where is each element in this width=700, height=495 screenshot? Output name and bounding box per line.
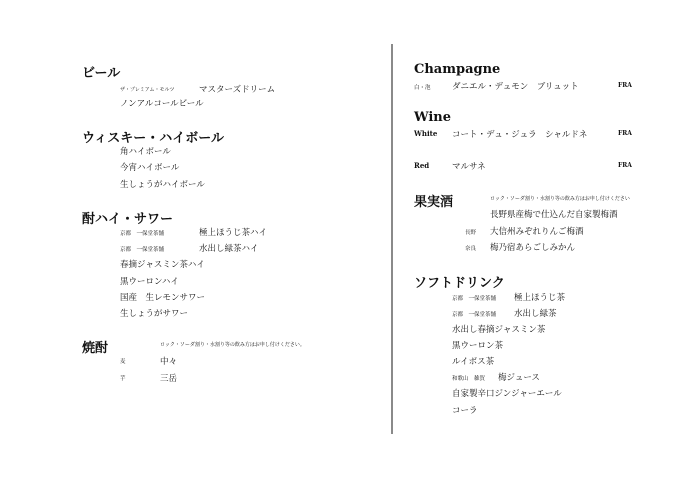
champagne-name: ダニエル・デュモン ブリュット xyxy=(452,82,579,92)
chuhai-item: 春摘ジャスミン茶ハイ xyxy=(120,260,205,270)
whisky-item: 生しょうがハイボール xyxy=(120,180,205,190)
champagne-country: FRA xyxy=(618,82,632,89)
beer-item2: ノンアルコールビール xyxy=(120,99,204,109)
shochu-item1: 中々 xyxy=(160,357,178,367)
wine-red-country: FRA xyxy=(618,162,632,169)
soft-item2: 水出し緑茶 xyxy=(514,309,557,319)
shochu-heading: 焼酎 xyxy=(82,341,109,356)
wine-white-name: コート・デュ・ジュラ シャルドネ xyxy=(452,130,588,140)
chuhai-item2-region: 京都 一保堂茶舗 xyxy=(120,247,165,253)
whisky-item: 角ハイボール xyxy=(120,147,171,157)
column-divider xyxy=(391,44,393,434)
whisky-item: 今宵ハイボール xyxy=(120,163,180,173)
chuhai-item1: 極上ほうじ茶ハイ xyxy=(199,228,268,238)
soft-item2-region: 京都 一保堂茶舗 xyxy=(452,312,497,318)
fruit-item3: 梅乃宿あらごしみかん xyxy=(490,243,576,253)
fruit-item2: 大信州みぞれりんご梅酒 xyxy=(490,227,584,237)
shochu-item2: 三岳 xyxy=(160,374,178,384)
soft-item4: 黒ウーロン茶 xyxy=(452,341,504,351)
fruit-item3-region: 奈良 xyxy=(465,246,477,252)
wine-white-label: White xyxy=(414,129,438,138)
shochu-note: ロック・ソーダ割り・水割り等の飲み方はお申し付けください。 xyxy=(160,342,305,348)
soft-item6-region: 和歌山 雑賀 xyxy=(452,376,486,382)
chuhai-item: 黒ウーロンハイ xyxy=(120,277,179,287)
chuhai-item: 生しょうがサワー xyxy=(120,309,189,319)
chuhai-item: 国産 生レモンサワー xyxy=(120,293,206,303)
soft-item3: 水出し春摘ジャスミン茶 xyxy=(452,325,546,335)
soft-item5: ルイボス茶 xyxy=(452,357,495,367)
champagne-heading: Champagne xyxy=(414,62,501,77)
whisky-heading: ウィスキー・ハイボール xyxy=(82,131,224,146)
chuhai-item2: 水出し緑茶ハイ xyxy=(199,244,259,254)
beer-heading: ビール xyxy=(82,66,121,81)
wine-red-label: Red xyxy=(414,161,430,170)
soft-item1-region: 京都 一保堂茶舗 xyxy=(452,296,497,302)
soft-item6: 梅ジュース xyxy=(498,373,540,383)
soft-item8: コーラ xyxy=(452,406,478,416)
shochu-item2-type: 芋 xyxy=(120,376,126,382)
fruit-item2-region: 長野 xyxy=(465,230,477,236)
champagne-type: 白・泡 xyxy=(414,85,431,91)
chuhai-heading: 酎ハイ・サワー xyxy=(82,212,174,227)
soft-item1: 極上ほうじ茶 xyxy=(514,293,566,303)
beer-item1-note: ザ・プレミアム・モルツ xyxy=(120,87,175,93)
soft-drink-heading: ソフトドリンク xyxy=(414,276,505,291)
fruit-heading: 果実酒 xyxy=(414,195,454,210)
wine-red-name: マルサネ xyxy=(452,162,486,172)
wine-heading: Wine xyxy=(414,110,452,125)
chuhai-item1-region: 京都 一保堂茶舗 xyxy=(120,231,165,237)
fruit-note: ロック・ソーダ割り・水割り等の飲み方はお申し付けください xyxy=(490,196,630,202)
beer-item1: マスターズドリーム xyxy=(199,85,276,95)
shochu-item1-type: 麦 xyxy=(120,359,126,365)
wine-white-country: FRA xyxy=(618,130,632,137)
soft-item7: 自家製辛口ジンジャーエール xyxy=(452,389,562,399)
fruit-item1: 長野県産梅で仕込んだ自家製梅酒 xyxy=(490,210,618,220)
